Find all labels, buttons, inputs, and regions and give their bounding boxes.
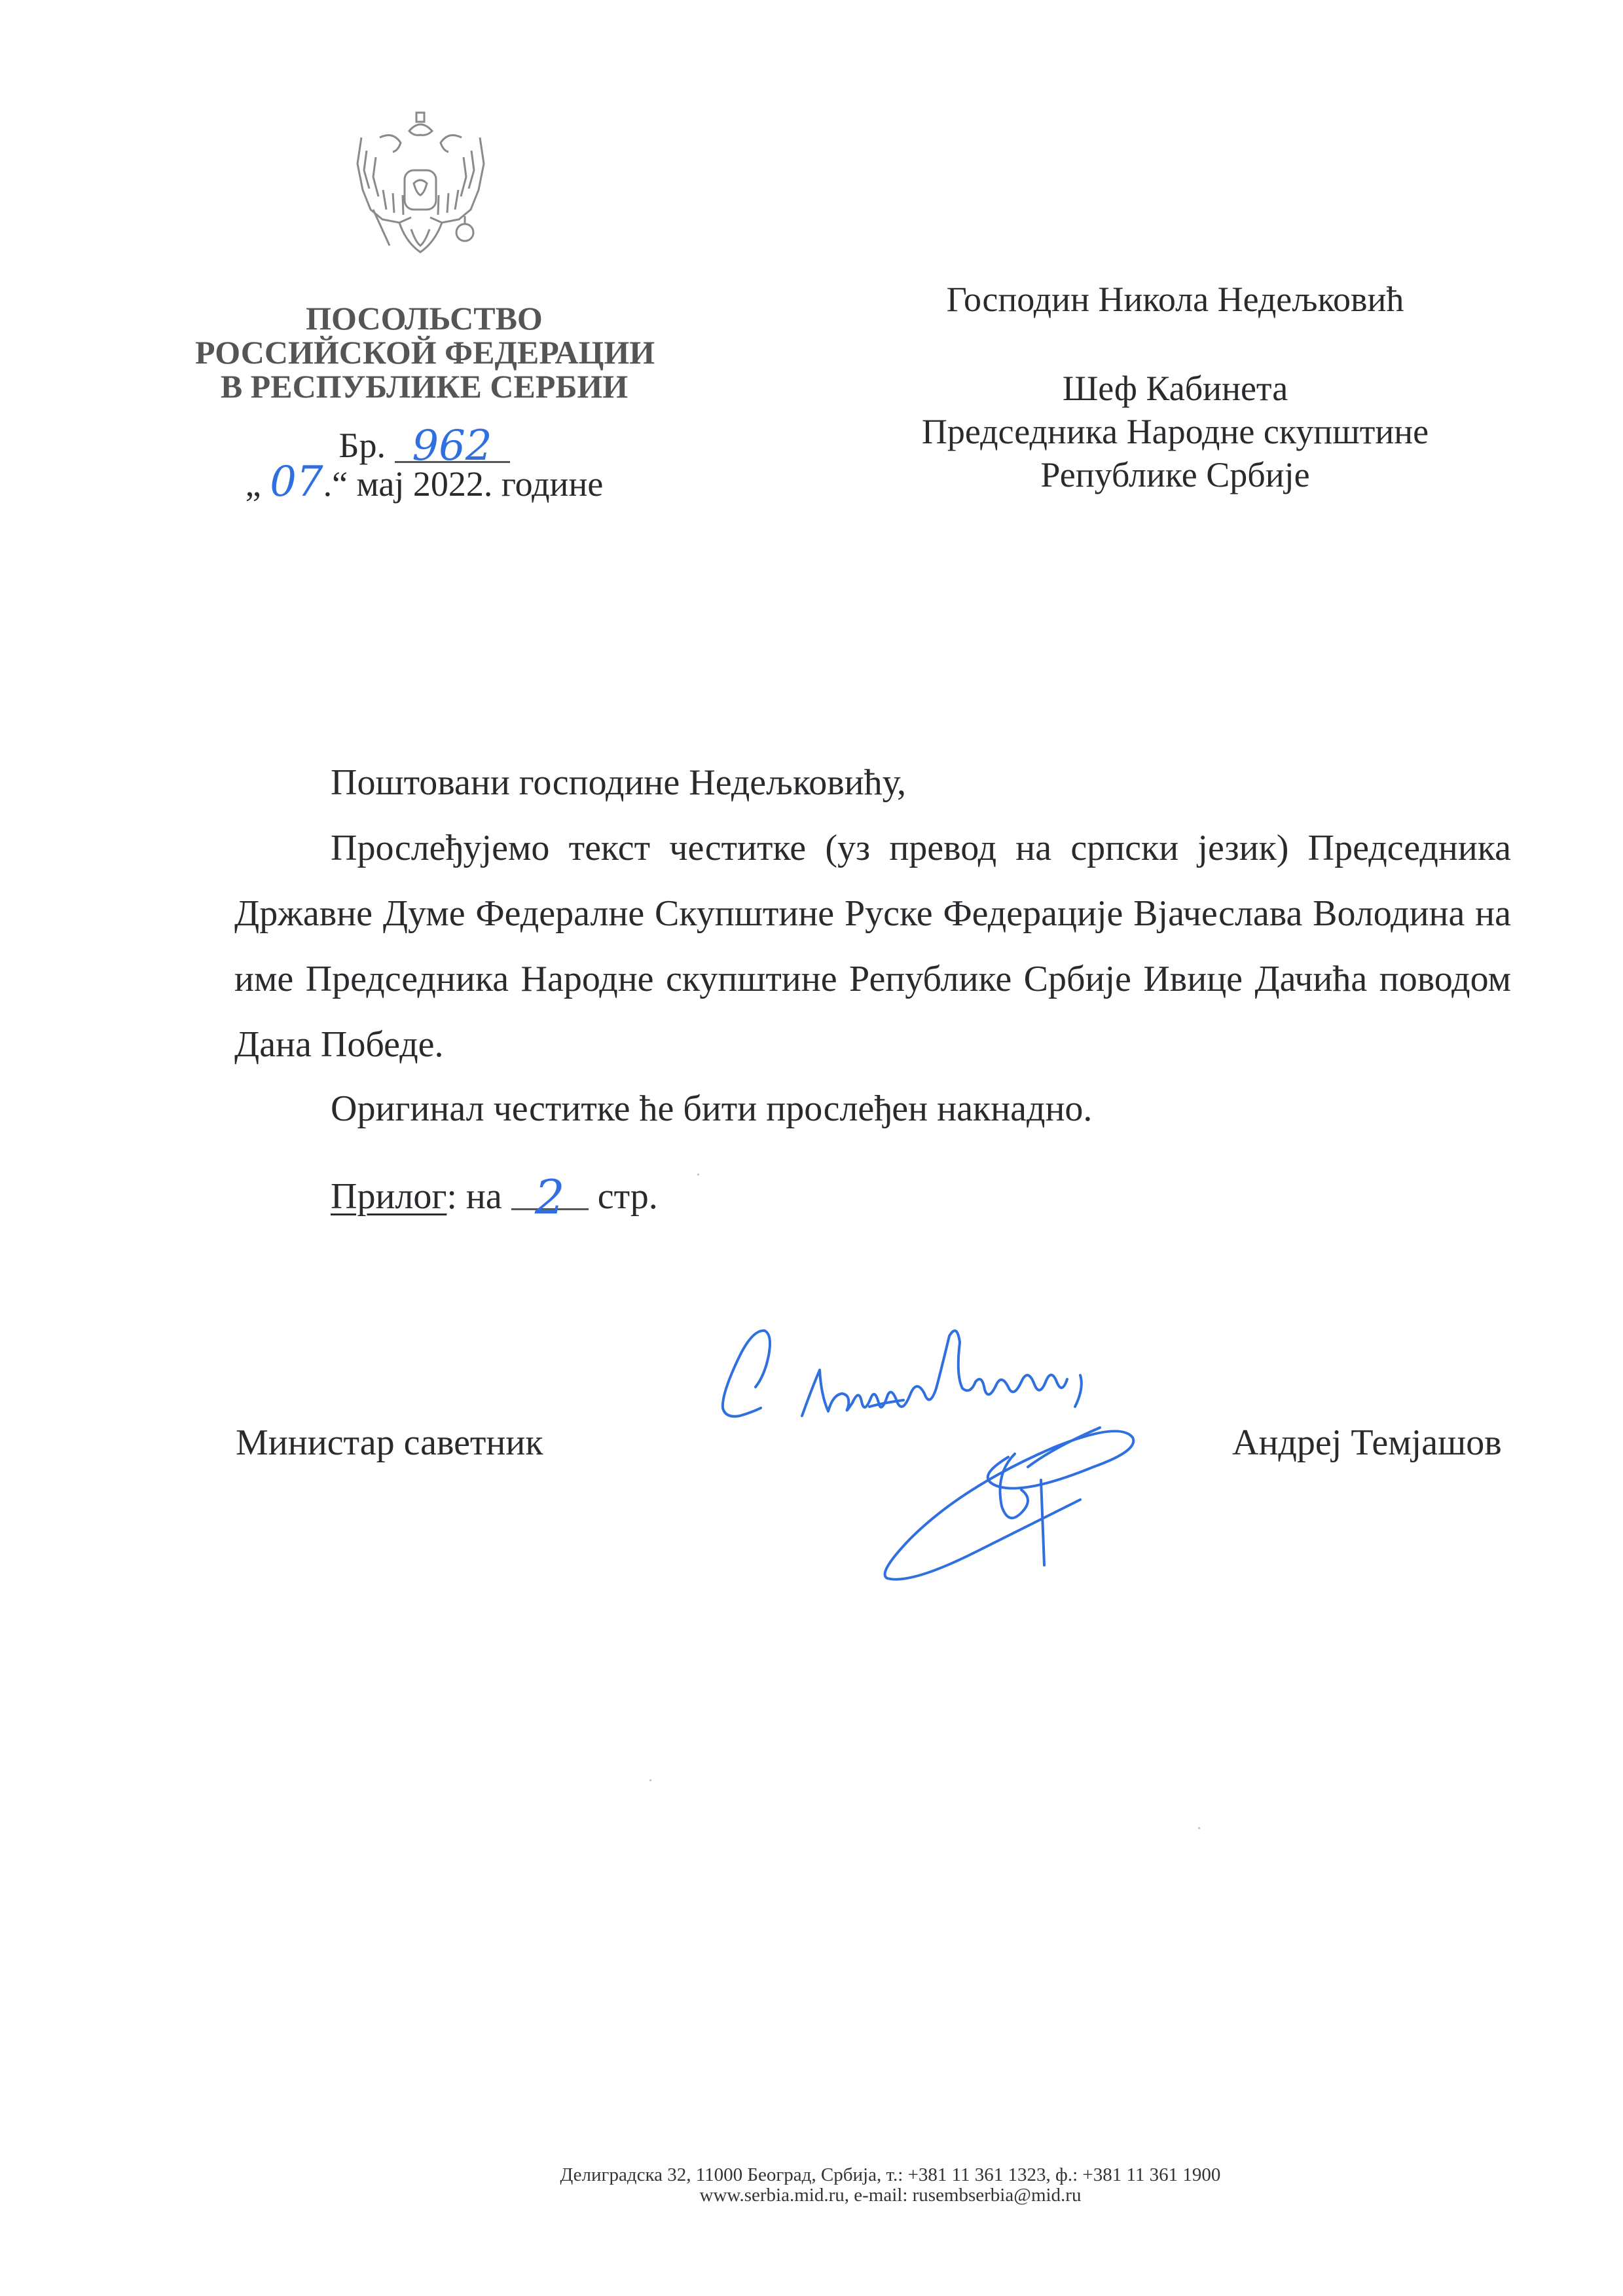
enclosure-line	[331, 1164, 658, 1229]
enclosure-pages-handwritten: 2	[534, 1170, 565, 1225]
enclosure-unit: стр.	[597, 1176, 658, 1217]
closing-word-script	[802, 1331, 1067, 1416]
footer-address: Делиградска 32, 11000 Београд, Србија, т.: +381 11 361 1323, ф.: +381 11 361 1900	[560, 2164, 1221, 2185]
scan-speck	[1198, 1827, 1200, 1829]
reference-label: Бр.	[338, 426, 386, 465]
body-paragraph: Прослеђујемо текст честитке (уз превод на српски језик) Председника Државне Думе Федералне Скупштине Руске Федерације Вјачеслава Володина на име Председника Народне скупштине Републике Србије Ивице Дачића поводом Дана Победе.	[234, 828, 1511, 1065]
recipient-title-line2: Председника Народне скупштине	[921, 412, 1429, 451]
recipient-title-line3: Републике Србије	[1040, 455, 1310, 494]
enclosure-on: : на	[447, 1176, 502, 1217]
signer-title: Министар саветник	[236, 1422, 543, 1463]
footer-contacts: www.serbia.mid.ru, e-mail: rusembserbia@mid.ru	[699, 2185, 1082, 2206]
closing-letter-c	[723, 1331, 770, 1416]
enclosure-label: Прилог	[331, 1176, 447, 1217]
closing-comma	[1075, 1375, 1082, 1407]
embassy-name-line3: В РЕСПУБЛИКЕ СЕРБИИ	[220, 368, 629, 405]
recipient-name: Господин Никола Недељковић	[946, 280, 1404, 319]
date-open-quote: „	[245, 464, 261, 504]
date-day-handwritten: 07	[270, 458, 323, 506]
signer-name: Андреј Темјашов	[1232, 1422, 1502, 1463]
scan-speck	[697, 1174, 699, 1176]
date-month-year: .“ мај 2022. године	[323, 464, 604, 504]
coat-of-arms-emblem	[354, 111, 488, 259]
embassy-name-line1: ПОСОЛЬСТВО	[306, 300, 543, 337]
scan-speck	[649, 1779, 651, 1781]
reference-number-line	[195, 422, 653, 470]
reference-number-field	[395, 422, 510, 470]
original-note: Оригинал честитке ће бити прослеђен накнадно.	[331, 1088, 1093, 1129]
reference-number-handwritten: 962	[412, 422, 492, 470]
recipient-title-line1: Шеф Кабинета	[1062, 369, 1288, 408]
signature-flourish	[885, 1428, 1134, 1580]
letter-date	[195, 458, 653, 506]
handwritten-signature	[714, 1316, 1146, 1591]
enclosure-pages-field	[511, 1169, 589, 1225]
embassy-name-line2: РОССИЙСКОЙ ФЕДЕРАЦИИ	[195, 334, 655, 371]
salutation: Поштовани господине Недељковићу,	[331, 762, 907, 803]
